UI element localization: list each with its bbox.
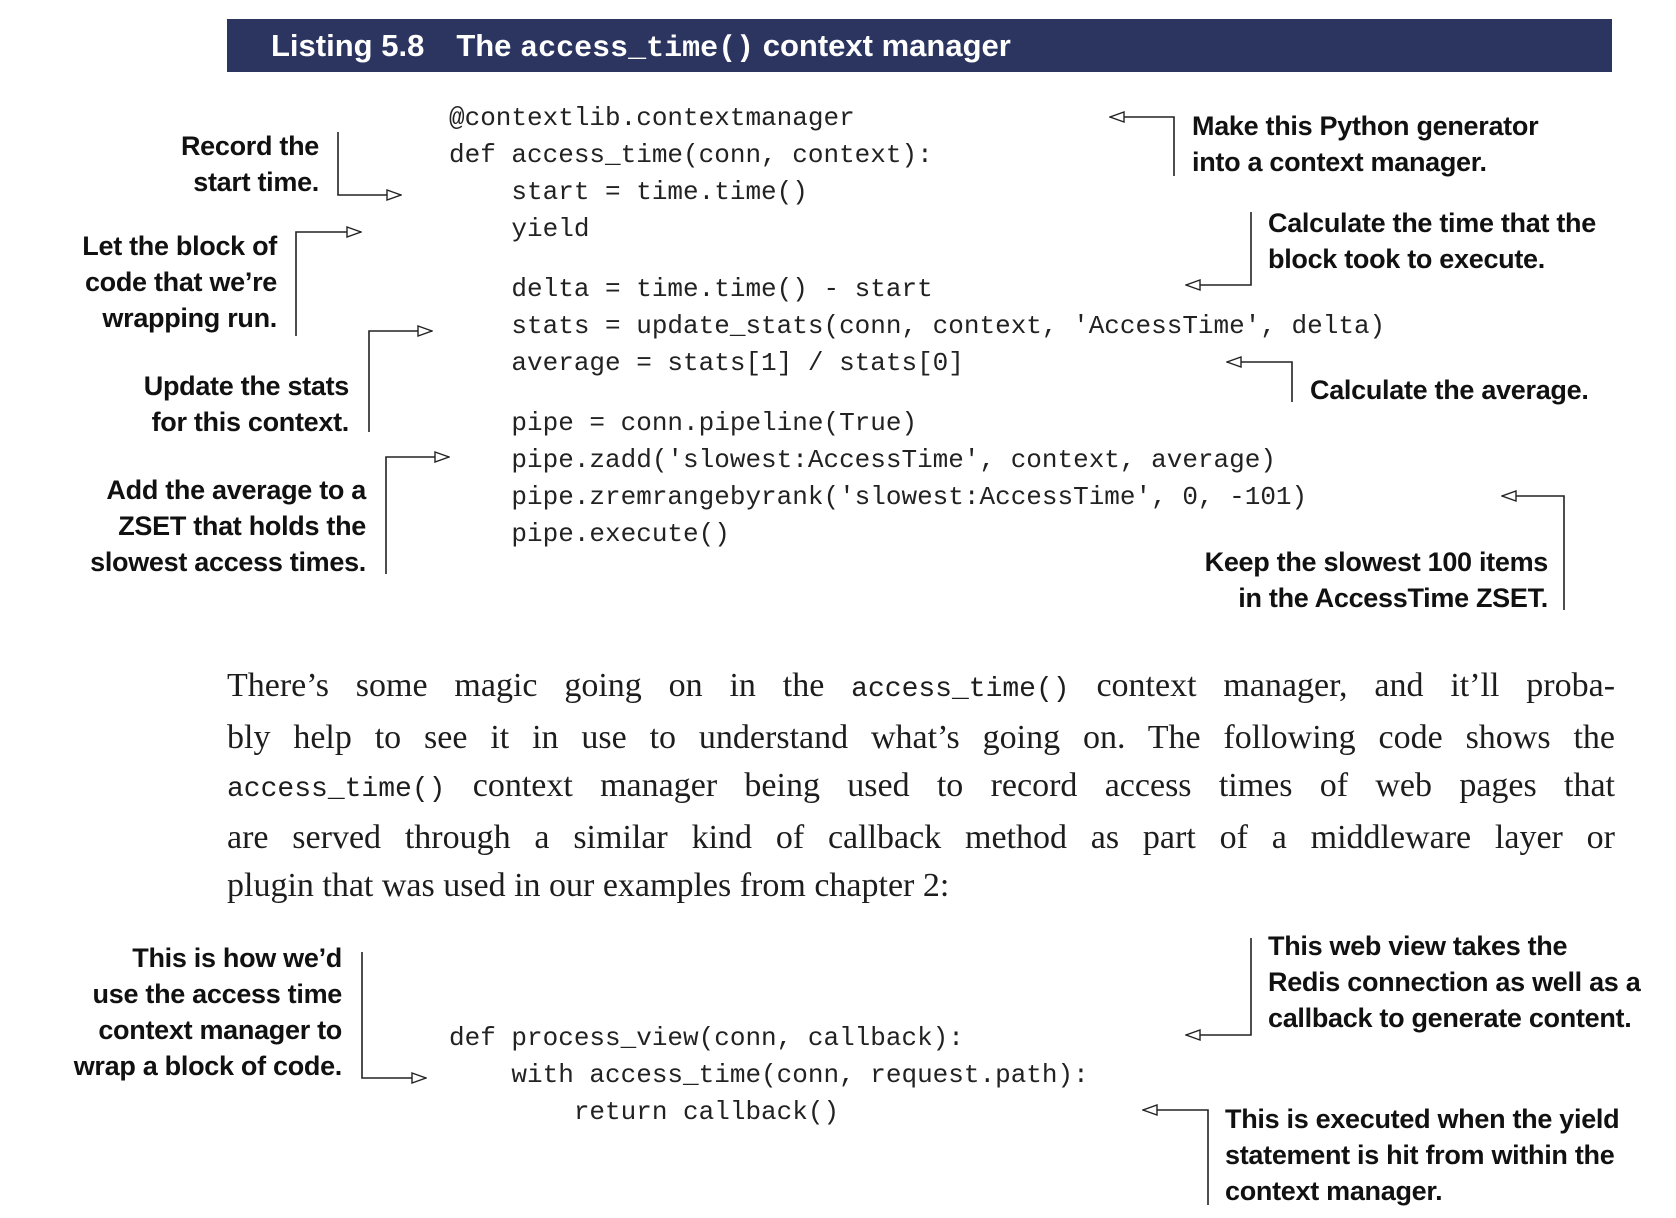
annotation-calc-average: Calculate the average.: [1310, 375, 1589, 405]
leader-calc-time: [1186, 212, 1251, 285]
prose-line-3: access_time() context manager being used to record access times of web pages that: [227, 767, 1615, 805]
annotation-how-wed-use: This is how we’d use the access time context manager to wrap a block of code.: [73, 943, 342, 1081]
leader-record-start: [338, 132, 401, 195]
code-line: start = time.time(): [449, 177, 808, 207]
prose-line-2: bly help to see it in use to understand what’s going on. The following code shows the: [227, 719, 1615, 756]
listing-title-code: access_time(): [520, 32, 755, 66]
code-line: yield: [449, 214, 590, 244]
annotation-executed-when: This is executed when the yield statement is hit from within the context manager.: [1225, 1104, 1620, 1206]
leader-web-view: [1186, 938, 1251, 1035]
leader-make-generator: [1110, 117, 1174, 176]
annotation-update-stats: Update the stats for this context.: [143, 371, 349, 437]
annotation-record-start: Record the start time.: [180, 131, 319, 197]
leader-let-block-run: [296, 232, 361, 336]
code-line: with access_time(conn, request.path):: [449, 1060, 1089, 1090]
code-line: pipe.zadd('slowest:AccessTime', context, average): [449, 445, 1276, 475]
code-line: stats = update_stats(conn, context, 'AccessTime', delta): [449, 311, 1386, 341]
code-line: pipe.zremrangebyrank('slowest:AccessTime', 0, -101): [449, 482, 1308, 512]
leader-calc-average: [1227, 362, 1292, 402]
annotation-let-block-run: Let the block of code that we’re wrapping run.: [82, 231, 277, 333]
listing-title-prefix: The: [456, 28, 512, 63]
code-line: def access_time(conn, context):: [449, 140, 933, 170]
inline-code: access_time(): [851, 674, 1070, 705]
inline-code: access_time(): [227, 774, 446, 805]
annotation-calc-time: Calculate the time that the block took to execute.: [1268, 208, 1596, 274]
prose-line-1: There’s some magic going on in the access_time() context manager, and it’ll proba-: [227, 667, 1616, 705]
leader-keep-slowest: [1502, 496, 1564, 610]
code-line: pipe.execute(): [449, 519, 730, 549]
annotation-add-average: Add the average to a ZSET that holds the slowest access times.: [90, 475, 366, 577]
code-line: delta = time.time() - start: [449, 274, 933, 304]
prose-line-4: are served through a similar kind of callback method as part of a middleware layer or: [227, 819, 1615, 856]
leader-update-stats: [369, 331, 432, 432]
annotation-web-view: This web view takes the Redis connection as well as a callback to generate content.: [1268, 931, 1641, 1033]
prose-line-5: plugin that was used in our examples from chapter 2:: [227, 867, 950, 904]
code-line: @contextlib.contextmanager: [449, 103, 855, 133]
code-line: return callback(): [449, 1097, 840, 1127]
annotation-make-generator: Make this Python generator into a context manager.: [1192, 111, 1539, 177]
leader-how-wed-use: [362, 952, 426, 1078]
code-line: pipe = conn.pipeline(True): [449, 408, 918, 438]
code-line: def process_view(conn, callback):: [449, 1023, 964, 1053]
listing-title-suffix: context manager: [762, 28, 1011, 63]
code-line: average = stats[1] / stats[0]: [449, 348, 964, 378]
annotation-keep-slowest: Keep the slowest 100 items in the AccessTime ZSET.: [1204, 547, 1548, 613]
leader-executed-when: [1143, 1110, 1208, 1205]
listing-number: Listing 5.8: [271, 28, 425, 63]
leader-add-average: [386, 457, 449, 574]
